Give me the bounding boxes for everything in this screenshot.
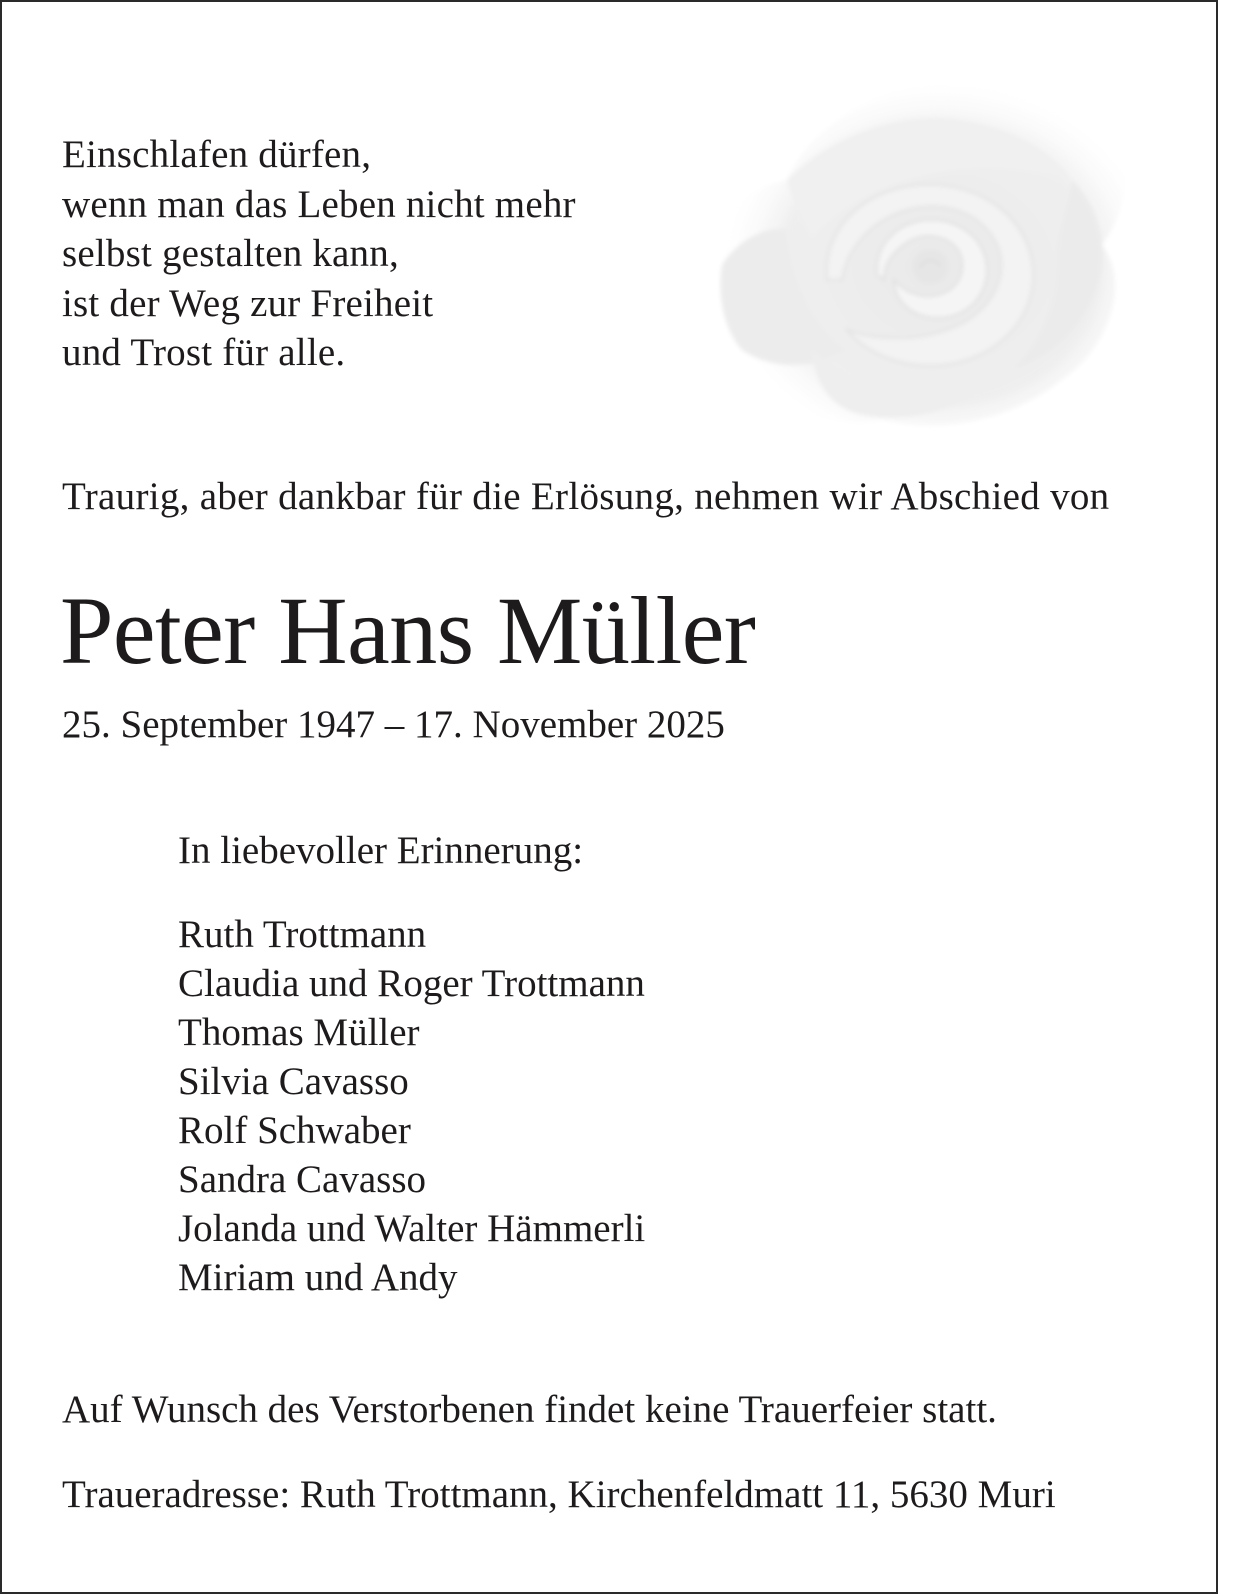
poem-line: Einschlafen dürfen, <box>62 133 372 176</box>
mourner-name: Thomas Müller <box>178 1011 420 1054</box>
rose-icon <box>662 50 1142 450</box>
poem-line: wenn man das Leben nicht mehr <box>62 182 576 226</box>
mourner-name: Ruth Trottmann <box>178 913 427 956</box>
deceased-name: Peter Hans Müller <box>60 577 756 684</box>
intro-text: Traurig, aber dankbar für die Erlösung, nehmen wir Abschied von <box>62 475 1110 518</box>
mourner-name: Miriam und Andy <box>178 1256 458 1299</box>
mourner-name: Silvia Cavasso <box>178 1060 409 1103</box>
mourner-name: Jolanda und Walter Hämmerli <box>178 1207 646 1250</box>
memory-heading: In liebevoller Erinnerung: <box>178 829 584 872</box>
poem-line: und Trost für alle. <box>62 331 346 374</box>
mourner-name: Rolf Schwaber <box>178 1109 411 1152</box>
poem-line: selbst gestalten kann, <box>62 232 399 275</box>
mourner-name: Claudia und Roger Trottmann <box>178 962 645 1005</box>
mourning-address: Traueradresse: Ruth Trottmann, Kirchenfeldmatt 11, 5630 Muri <box>62 1473 1056 1516</box>
funeral-notice: Auf Wunsch des Verstorbenen findet keine Trauerfeier statt. <box>62 1388 997 1431</box>
mourner-name: Sandra Cavasso <box>178 1158 427 1201</box>
mourners-list <box>178 910 645 1302</box>
poem <box>62 130 576 378</box>
poem-line: ist der Weg zur Freiheit <box>62 281 434 325</box>
life-dates: 25. September 1947 – 17. November 2025 <box>62 703 725 746</box>
